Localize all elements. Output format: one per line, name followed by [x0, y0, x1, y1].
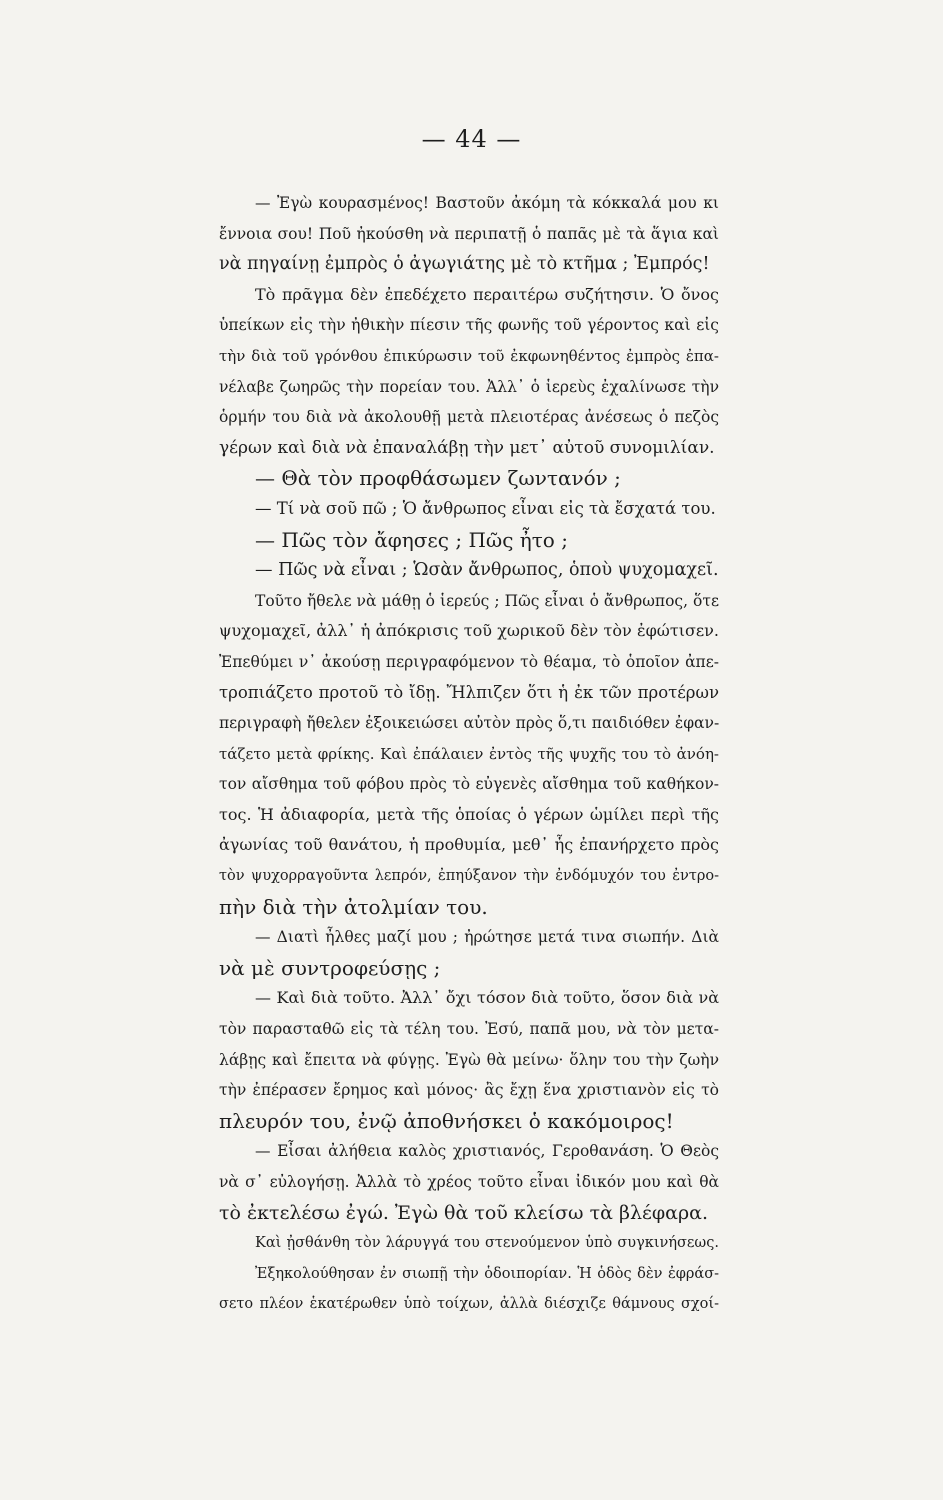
text-line: — Τί νὰ σοῦ πῶ ; Ὁ ἄνθρωπος εἶναι εἰς τὰ ἔσχατά του.	[255, 498, 716, 518]
page-number: — 44 —	[421, 125, 522, 153]
text-line: λάβῃς καὶ ἔπειτα νὰ φύγῃς. Ἐγὼ θὰ μείνω· ὅλην του τὴν ζωὴν	[219, 1050, 719, 1069]
text-line: — Θὰ τὸν προφθάσωμεν ζωντανόν ;	[255, 466, 621, 491]
text-line: τὴν ἐπέρασεν ἔρημος καὶ μόνος· ἂς ἔχῃ ἕνα χριστιανὸν εἰς τὸ	[219, 1081, 719, 1100]
text-line: ἀγωνίας τοῦ θανάτου, ἡ προθυμία, μεθ᾽ ἧς ἐπανήρχετο πρὸς	[219, 835, 719, 855]
text-line: σετο πλέον ἑκατέρωθεν ὑπὸ τοίχων, ἀλλὰ διέσχιζε θάμνους σχοί-	[219, 1296, 719, 1313]
text-line: πλευρόν του, ἐνῷ ἀποθνήσκει ὁ κακόμοιρος!	[219, 1108, 674, 1133]
text-line: — Καὶ διὰ τοῦτο. Ἀλλ᾽ ὄχι τόσον διὰ τοῦτο, ὅσον διὰ νὰ	[255, 988, 719, 1008]
text-line: νὰ μὲ συντροφεύσῃς ;	[219, 955, 441, 980]
text-line: — Διατὶ ἦλθες μαζί μου ; ἠρώτησε μετά τινα σιωπήν. Διὰ	[255, 928, 719, 947]
text-line: Καὶ ᾐσθάνθη τὸν λάρυγγά του στενούμενον ὑπὸ συγκινήσεως.	[255, 1235, 719, 1252]
text-line: πὴν διὰ τὴν ἀτολμίαν του.	[219, 894, 488, 919]
text-line: — Ἐγὼ κουρασμένος! Βαστοῦν ἀκόμη τὰ κόκκαλά μου κι	[255, 194, 719, 212]
text-line: γέρων καὶ διὰ νὰ ἐπαναλάβῃ τὴν μετ᾽ αὐτοῦ συνομιλίαν.	[219, 437, 715, 458]
text-line: τὴν διὰ τοῦ γρόνθου ἐπικύρωσιν τοῦ ἐκφωνηθέντος ἐμπρὸς ἐπα-	[219, 346, 719, 365]
text-line: ὁρμήν του διὰ νὰ ἀκολουθῇ μετὰ πλειοτέρας ἀνέσεως ὁ πεζὸς	[219, 408, 719, 427]
text-line: τάζετο μετὰ φρίκης. Καὶ ἐπάλαιεν ἐντὸς τῆς ψυχῆς του τὸ ἀνόη-	[219, 744, 719, 763]
text-line: — Πῶς νὰ εἶναι ; Ὡσὰν ἄνθρωπος, ὁποὺ ψυχομαχεῖ.	[255, 560, 719, 581]
text-line: — Πῶς τὸν ἄφησες ; Πῶς ἦτο ;	[255, 527, 568, 552]
text-line: ψυχομαχεῖ, ἀλλ᾽ ἡ ἀπόκρισις τοῦ χωρικοῦ δὲν τὸν ἐφώτισεν.	[219, 621, 719, 641]
text-line: ἔννοια σου! Ποῦ ἠκούσθη νὰ περιπατῇ ὁ παπᾶς μὲ τὰ ἅγια καὶ	[219, 224, 719, 243]
body-text	[219, 188, 719, 1320]
text-line: τὸ ἐκτελέσω ἐγώ. Ἐγὼ θὰ τοῦ κλείσω τὰ βλέφαρα.	[219, 1201, 709, 1224]
text-line: ὑπείκων εἰς τὴν ἠθικὴν πίεσιν τῆς φωνῆς τοῦ γέροντος καὶ εἰς	[219, 316, 719, 335]
text-line: Τοῦτο ἤθελε νὰ μάθῃ ὁ ἱερεύς ; Πῶς εἶναι ὁ ἄνθρωπος, ὅτε	[255, 591, 719, 610]
text-line: τος. Ἡ ἀδιαφορία, μετὰ τῆς ὁποίας ὁ γέρων ὡμίλει περὶ τῆς	[219, 804, 719, 824]
text-line: Ἐπεθύμει ν᾽ ἀκούσῃ περιγραφόμενον τὸ θέαμα, τὸ ὁποῖον ἀπε-	[219, 652, 719, 671]
text-line: περιγραφὴ ἤθελεν ἐξοικειώσει αὐτὸν πρὸς ὅ,τι παιδιόθεν ἐφαν-	[219, 714, 720, 733]
text-line: τὸν παρασταθῶ εἰς τὰ τέλη του. Ἐσύ, παπᾶ μου, νὰ τὸν μετα-	[219, 1020, 719, 1039]
text-line: τὸν ψυχορραγοῦντα λεπρόν, ἐπηύξανον τὴν ἐνδόμυχόν του ἐντρο-	[219, 868, 719, 885]
text-line: τον αἴσθημα τοῦ φόβου πρὸς τὸ εὐγενὲς αἴσθημα τοῦ καθήκον-	[219, 775, 719, 794]
text-line: νὰ σ᾽ εὐλογήσῃ. Ἀλλὰ τὸ χρέος τοῦτο εἶναι ἰδικόν μου καὶ θὰ	[219, 1173, 719, 1191]
text-line: τροπιάζετο προτοῦ τὸ ἴδῃ. Ἤλπιζεν ὅτι ἡ ἐκ τῶν προτέρων	[219, 682, 719, 702]
text-line: νὰ πηγαίνῃ ἐμπρὸς ὁ ἀγωγιάτης μὲ τὸ κτῆμα ; Ἐμπρός!	[219, 254, 710, 275]
text-line: Τὸ πρᾶγμα δὲν ἐπεδέχετο περαιτέρω συζήτησιν. Ὁ ὄνος	[255, 284, 719, 304]
text-line: — Εἶσαι ἀλήθεια καλὸς χριστιανός, Γεροθανάση. Ὁ Θεὸς	[255, 1142, 719, 1161]
text-line: Ἐξηκολούθησαν ἐν σιωπῇ τὴν ὁδοιπορίαν. Ἡ ὁδὸς δὲν ἐφράσ-	[255, 1265, 719, 1282]
text-line: νέλαβε ζωηρῶς τὴν πορείαν του. Ἀλλ᾽ ὁ ἱερεὺς ἐχαλίνωσε τὴν	[219, 377, 719, 396]
